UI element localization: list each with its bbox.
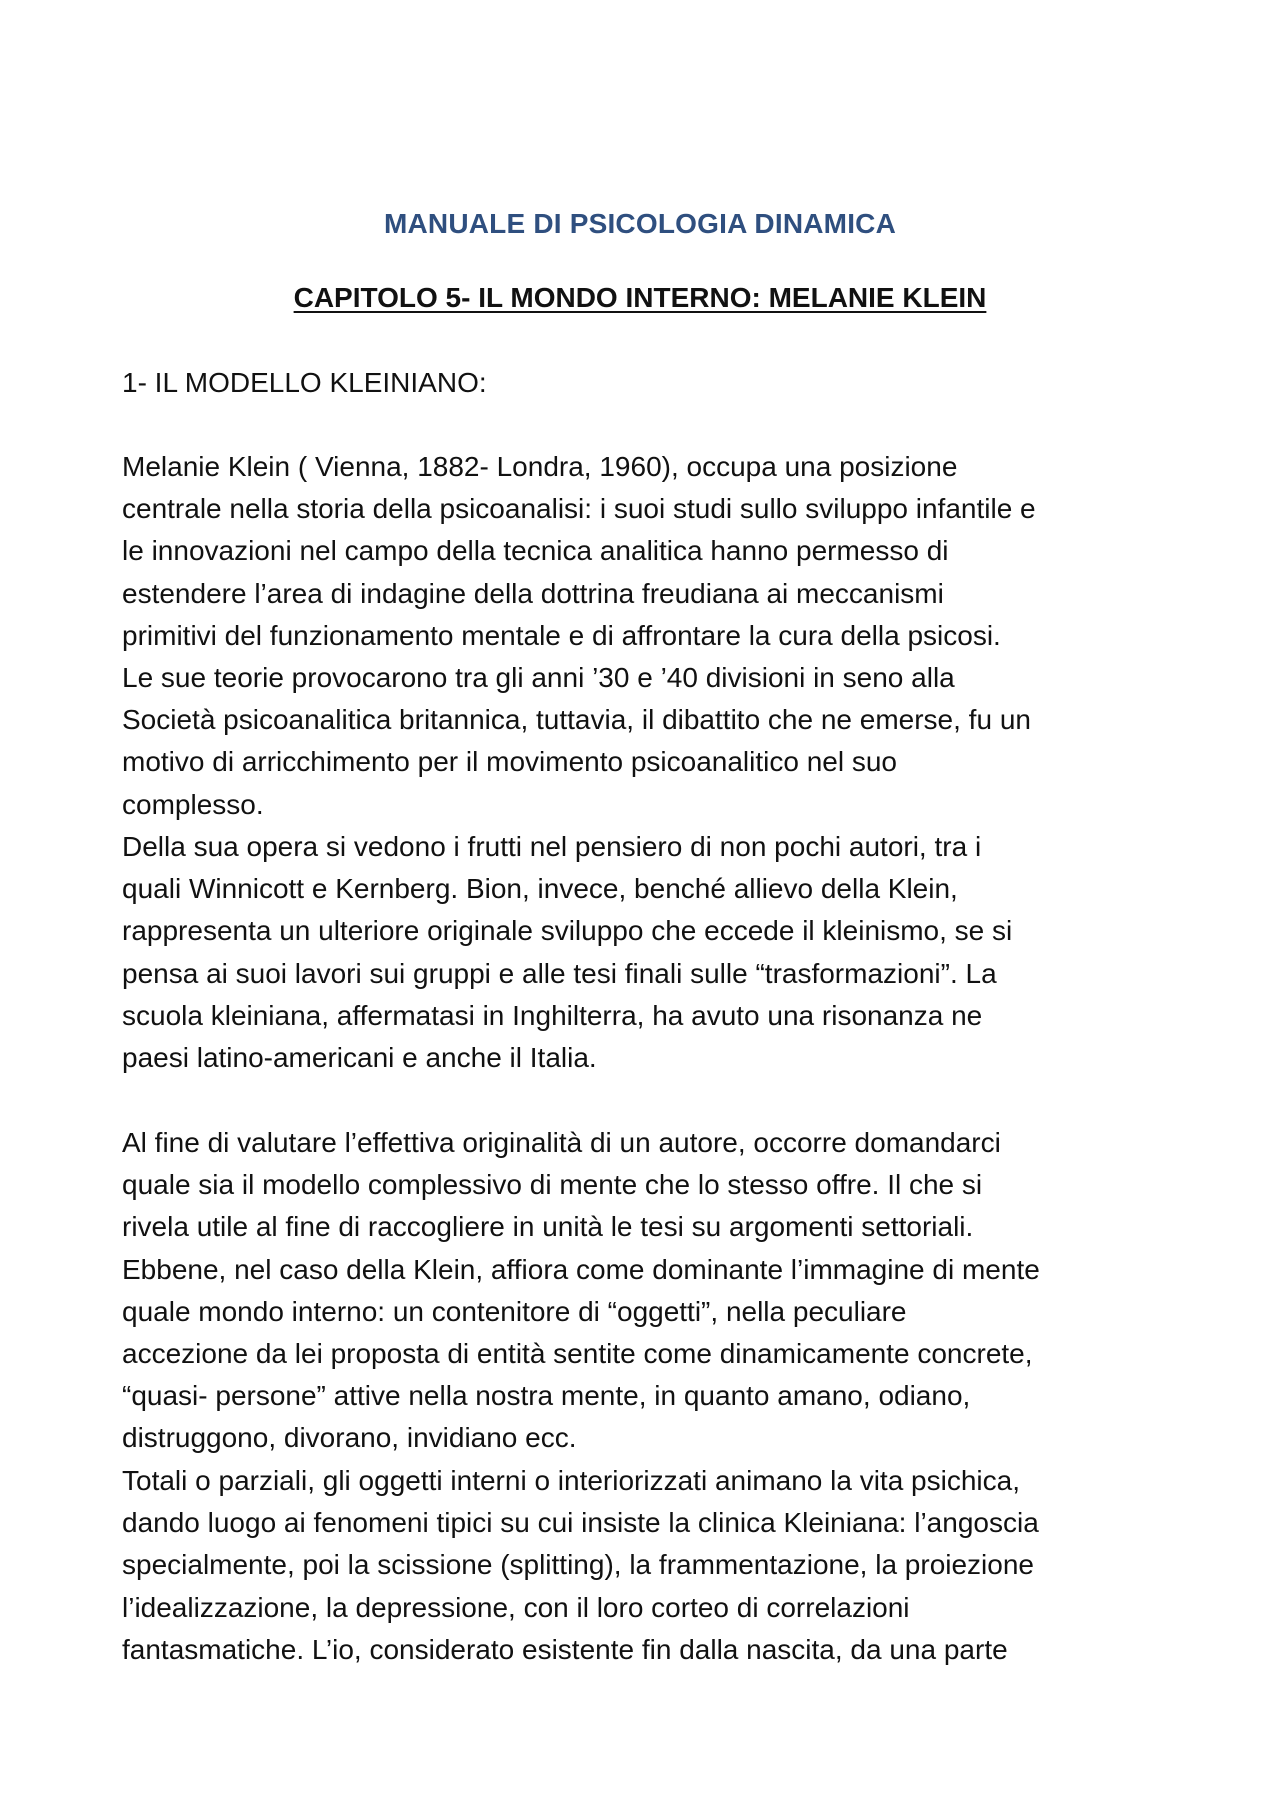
paragraph-line: primitivi del funzionamento mentale e di affrontare la cura della psicosi.: [122, 619, 1001, 651]
paragraph-line: distruggono, divorano, invidiano ecc.: [122, 1422, 577, 1454]
paragraph-line: rappresenta un ulteriore originale sviluppo che eccede il kleinismo, se si: [122, 915, 1013, 947]
document-title: MANUALE DI PSICOLOGIA DINAMICA: [383, 208, 897, 239]
paragraph-line: “quasi- persone” attive nella nostra mente, in quanto amano, odiano,: [122, 1380, 971, 1412]
paragraph-line: Della sua opera si vedono i frutti nel pensiero di non pochi autori, tra i: [122, 831, 982, 862]
paragraph-line: Le sue teorie provocarono tra gli anni ’30 e ’40 divisioni in seno alla: [122, 662, 955, 694]
paragraph-line: Società psicoanalitica britannica, tuttavia, il dibattito che ne emerse, fu un: [122, 704, 1031, 736]
paragraph-line: estendere l’area di indagine della dottrina freudiana ai meccanismi: [122, 577, 944, 609]
paragraph-line: specialmente, poi la scissione (splitting), la frammentazione, la proiezione: [122, 1549, 1034, 1581]
paragraph-line: dando luogo ai fenomeni tipici su cui insiste la clinica Kleiniana: l’angoscia: [122, 1507, 1039, 1539]
paragraph-line: Totali o parziali, gli oggetti interni o interiorizzati animano la vita psichica,: [122, 1465, 1020, 1496]
paragraph-line: Al fine di valutare l’effettiva originalità di un autore, occorre domandarci: [122, 1127, 1001, 1158]
paragraph-line: Melanie Klein ( Vienna, 1882- Londra, 1960), occupa una posizione: [122, 451, 958, 482]
paragraph-line: accezione da lei proposta di entità sentite come dinamicamente concrete,: [122, 1338, 1033, 1370]
paragraph-line: centrale nella storia della psicoanalisi: i suoi studi sullo sviluppo infantile e: [122, 493, 1036, 525]
paragraph-2: [122, 826, 1182, 1079]
paragraph-3: [122, 1122, 1182, 1460]
paragraph-line: rivela utile al fine di raccogliere in unità le tesi su argomenti settoriali.: [122, 1211, 974, 1243]
paragraph-line: complesso.: [122, 788, 264, 820]
paragraph-line: pensa ai suoi lavori sui gruppi e alle tesi finali sulle “trasformazioni”. La: [122, 957, 997, 989]
paragraph-line: fantasmatiche. L’io, considerato esistente fin dalla nascita, da una parte: [122, 1633, 1008, 1665]
paragraph-1: [122, 446, 1182, 826]
paragraph-line: le innovazioni nel campo della tecnica analitica hanno permesso di: [122, 535, 949, 567]
paragraph-line: Ebbene, nel caso della Klein, affiora come dominante l’immagine di mente: [122, 1253, 1040, 1285]
paragraph-line: scuola kleiniana, affermatasi in Inghilterra, ha avuto una risonanza ne: [122, 999, 983, 1031]
section-heading: 1- IL MODELLO KLEINIANO:: [122, 367, 487, 398]
paragraph-4: [122, 1460, 1182, 1671]
paragraph-line: quale mondo interno: un contenitore di “oggetti”, nella peculiare: [122, 1295, 907, 1327]
paragraph-line: l’idealizzazione, la depressione, con il loro corteo di correlazioni: [122, 1591, 910, 1623]
paragraph-line: quale sia il modello complessivo di mente che lo stesso offre. Il che si: [122, 1169, 983, 1201]
paragraph-line: paesi latino-americani e anche il Italia.: [122, 1042, 597, 1074]
chapter-heading: CAPITOLO 5- IL MONDO INTERNO: MELANIE KLEIN: [293, 282, 987, 313]
paragraph-line: motivo di arricchimento per il movimento psicoanalitico nel suo: [122, 746, 898, 778]
paragraph-line: quali Winnicott e Kernberg. Bion, invece, benché allievo della Klein,: [122, 873, 958, 905]
